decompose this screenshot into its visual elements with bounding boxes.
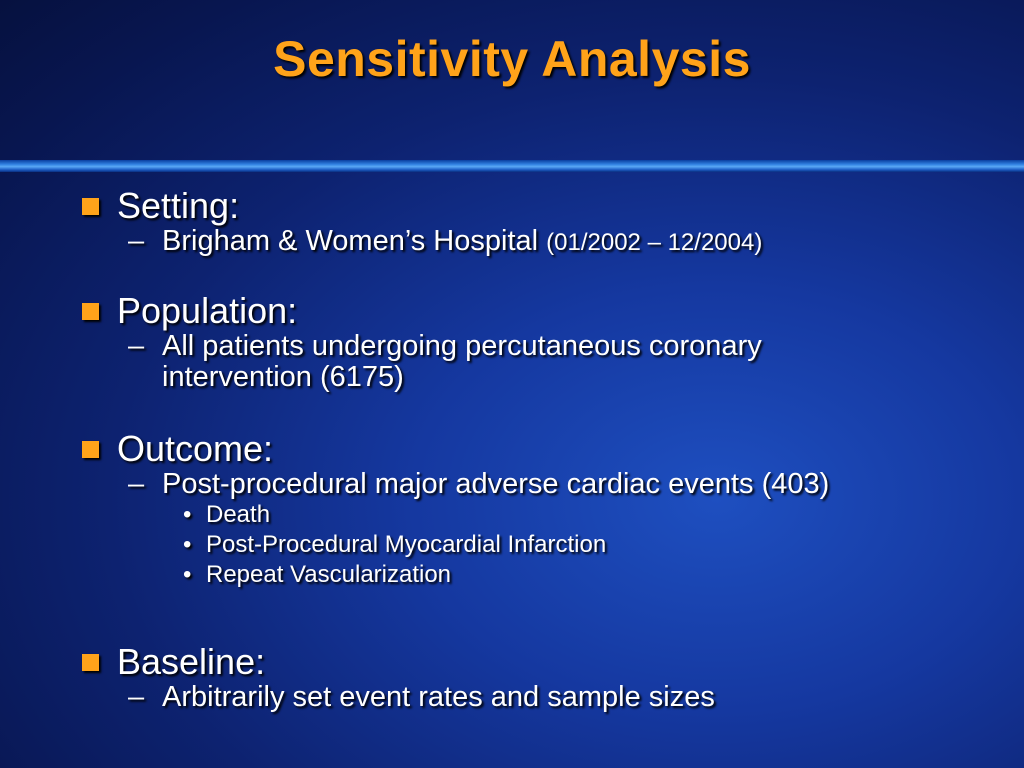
population-heading: Population: [117, 290, 298, 331]
population-line-1: All patients undergoing percutaneous coronary [162, 330, 762, 362]
dash-marker: – [128, 225, 145, 257]
baseline-text: Arbitrarily set event rates and sample sizes [162, 681, 715, 713]
slide-title: Sensitivity Analysis [273, 31, 751, 87]
setting-heading: Setting: [117, 185, 240, 226]
dot-marker: • [183, 531, 192, 558]
baseline-heading: Baseline: [117, 641, 266, 682]
square-bullet-icon [82, 441, 99, 458]
dot-marker: • [183, 561, 192, 588]
setting-hospital: Brigham & Women’s Hospital [162, 225, 539, 257]
population-line-2: intervention (6175) [162, 361, 404, 393]
outcome-subitem-revasc: Repeat Vascularization [206, 561, 452, 588]
dash-marker: – [128, 681, 145, 713]
section-population [80, 291, 980, 393]
square-bullet-icon [82, 303, 99, 320]
bullet-baseline [80, 642, 980, 682]
square-bullet-icon [82, 654, 99, 671]
square-bullet-icon [82, 198, 99, 215]
outcome-subitem [80, 500, 980, 530]
population-item [80, 331, 980, 393]
bullet-setting [80, 186, 980, 226]
setting-date-range: (01/2002 – 12/2004) [546, 229, 763, 256]
section-setting [80, 186, 980, 258]
section-outcome [80, 429, 980, 590]
outcome-item [80, 469, 980, 500]
dash-marker: – [128, 330, 145, 362]
outcome-text: Post-procedural major adverse cardiac events (403) [162, 468, 830, 500]
bullet-population [80, 291, 980, 331]
section-baseline [80, 642, 980, 713]
title-divider [0, 160, 1024, 172]
baseline-item [80, 682, 980, 713]
outcome-subitem [80, 530, 980, 560]
dot-marker: • [183, 501, 192, 528]
bullet-outcome [80, 429, 980, 469]
outcome-subitem-death: Death [206, 501, 271, 528]
outcome-subitem [80, 560, 980, 590]
setting-item [80, 226, 980, 258]
outcome-subitem-mi: Post-Procedural Myocardial Infarction [206, 531, 607, 558]
dash-marker: – [128, 468, 145, 500]
outcome-heading: Outcome: [117, 428, 274, 469]
